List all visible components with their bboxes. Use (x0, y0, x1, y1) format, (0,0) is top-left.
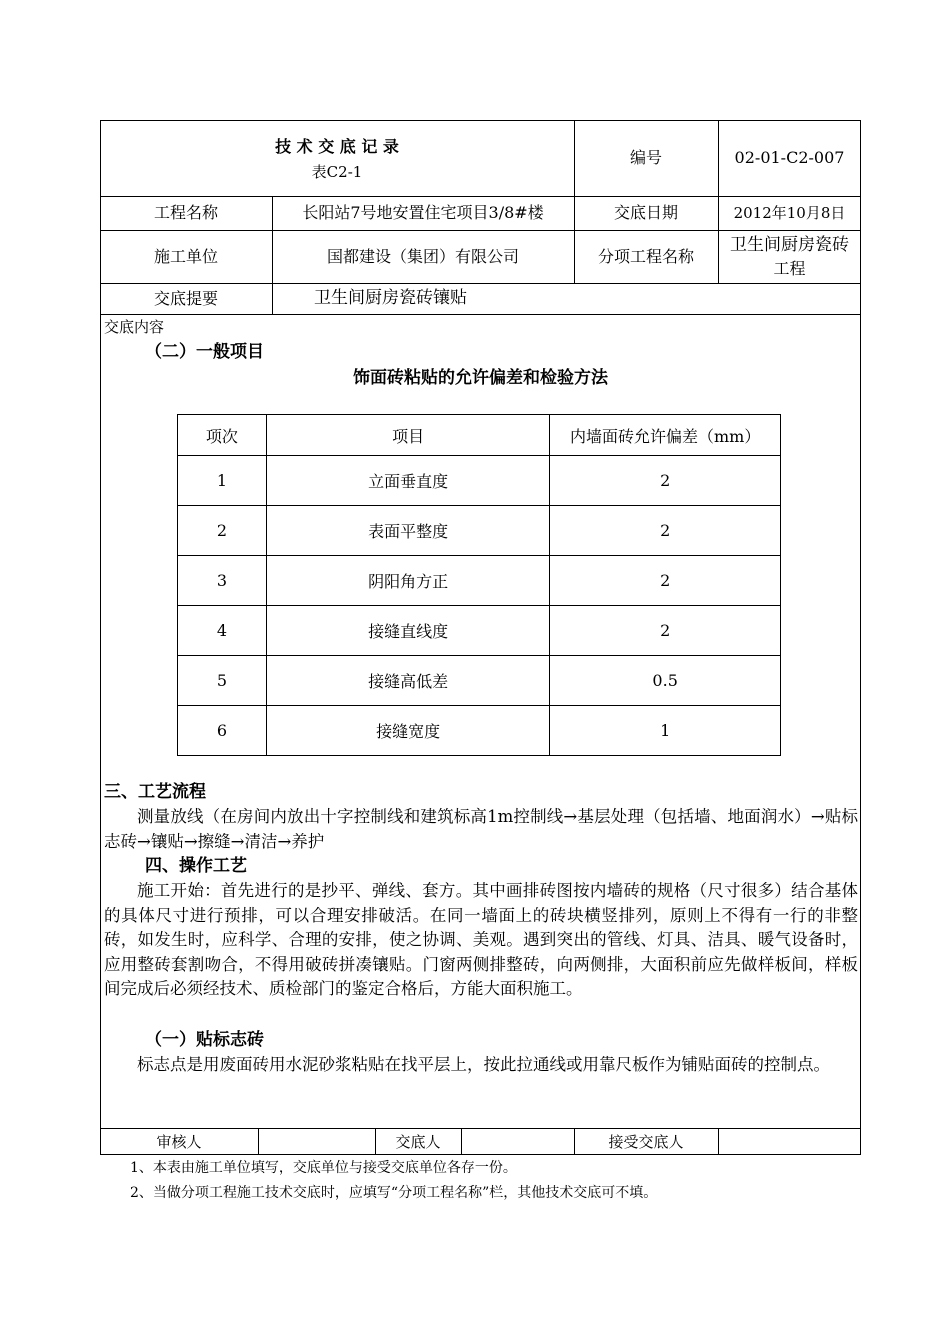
number-value: 02-01-C2-007 (734, 148, 845, 167)
section-operation: 四、操作工艺 (145, 856, 247, 876)
discloser-label: 交底人 (395, 1132, 441, 1151)
section-marker: （一）贴标志砖 (145, 1030, 264, 1050)
marker-text: 标志点是用废面砖用水泥砂浆粘贴在找平层上，按此拉通线或用靠尺板作为铺贴面砖的控制点。 (137, 1055, 830, 1074)
table-title: 饰面砖粘贴的允许偏差和检验方法 (353, 368, 608, 388)
row-no: 3 (178, 556, 267, 606)
discloser-value[interactable] (461, 1128, 574, 1155)
table-row (178, 606, 781, 656)
row-value: 2 (550, 556, 781, 606)
subproject-value-line2: 工程 (773, 259, 806, 278)
row-no: 2 (178, 506, 267, 556)
project-name-value: 长阳站7号地安置住宅项目3/8#楼 (302, 203, 544, 222)
row-item: 接缝直线度 (266, 606, 549, 656)
contractor-label: 施工单位 (153, 246, 218, 266)
table-header-row (178, 415, 781, 456)
operation-text: 施工开始：首先进行的是抄平、弹线、套方。其中画排砖图按内墙砖的规格（尺寸很多）结合基体的具体尺寸进行预排，可以合理安排破活。在同一墙面上的砖块横竖排列，原则上不得有一行的非整砖，如发生时，应科学、合理的安排，使之协调、美观。遇到突出的管线、灯具、洁具、暖气设备时，应用整砖套割吻合，不得用破砖拼凑镶贴。门窗两侧排整砖，向两侧排，大面积前应先做样板间，样板间完成后必须经技术、质检部门的鉴定合格后，方能大面积施工。 (104, 881, 858, 998)
footnote: 1、本表由施工单位填写，交底单位与接受交底单位各存一份。 (130, 1160, 517, 1176)
row-item: 立面垂直度 (266, 456, 549, 506)
form-title: 技 术 交 底 记 录 (275, 137, 399, 156)
project-name-label: 工程名称 (153, 203, 218, 222)
number-label: 编号 (629, 148, 662, 167)
subproject-value-line1: 卫生间厨房瓷砖 (730, 234, 849, 255)
row-item: 接缝宽度 (266, 706, 549, 756)
section-general: （二）一般项目 (145, 342, 264, 362)
date-value: 2012年10月8日 (733, 204, 846, 222)
reviewer-label: 审核人 (156, 1132, 202, 1151)
row-value: 2 (550, 506, 781, 556)
header-value: 内墙面砖允许偏差（mm） (550, 415, 781, 456)
header-no: 项次 (178, 415, 267, 456)
row-no: 5 (178, 656, 267, 706)
receiver-label: 接受交底人 (608, 1132, 684, 1151)
receiver-value[interactable] (718, 1128, 861, 1155)
table-row (178, 656, 781, 706)
deviation-table (177, 414, 781, 756)
footnote: 2、当做分项工程施工技术交底时，应填写“分项工程名称”栏，其他技术交底可不填。 (130, 1185, 658, 1201)
summary-label: 交底提要 (153, 288, 218, 308)
row-item: 表面平整度 (266, 506, 549, 556)
row-value: 0.5 (550, 656, 781, 706)
subproject-label: 分项工程名称 (597, 246, 694, 266)
form-code: 表C2-1 (311, 163, 363, 181)
row-item: 接缝高低差 (266, 656, 549, 706)
contractor-value: 国都建设（集团）有限公司 (326, 246, 519, 266)
date-label: 交底日期 (613, 203, 678, 222)
content-label: 交底内容 (104, 318, 165, 336)
table-row (178, 506, 781, 556)
row-no: 4 (178, 606, 267, 656)
reviewer-value[interactable] (258, 1128, 375, 1155)
row-no: 1 (178, 456, 267, 506)
row-value: 2 (550, 456, 781, 506)
row-value: 2 (550, 606, 781, 656)
table-row (178, 556, 781, 606)
table-row (178, 706, 781, 756)
row-no: 6 (178, 706, 267, 756)
row-value: 1 (550, 706, 781, 756)
table-row (178, 456, 781, 506)
row-item: 阴阳角方正 (266, 556, 549, 606)
process-text: 测量放线（在房间内放出十字控制线和建筑标高1m控制线→基层处理（包括墙、地面润水）→贴标志砖→镶贴→擦缝→清洁→养护 (104, 807, 858, 851)
header-item: 项目 (266, 415, 549, 456)
summary-value: 卫生间厨房瓷砖镶贴 (314, 288, 467, 308)
divider (100, 314, 861, 315)
section-process: 三、工艺流程 (104, 782, 206, 802)
